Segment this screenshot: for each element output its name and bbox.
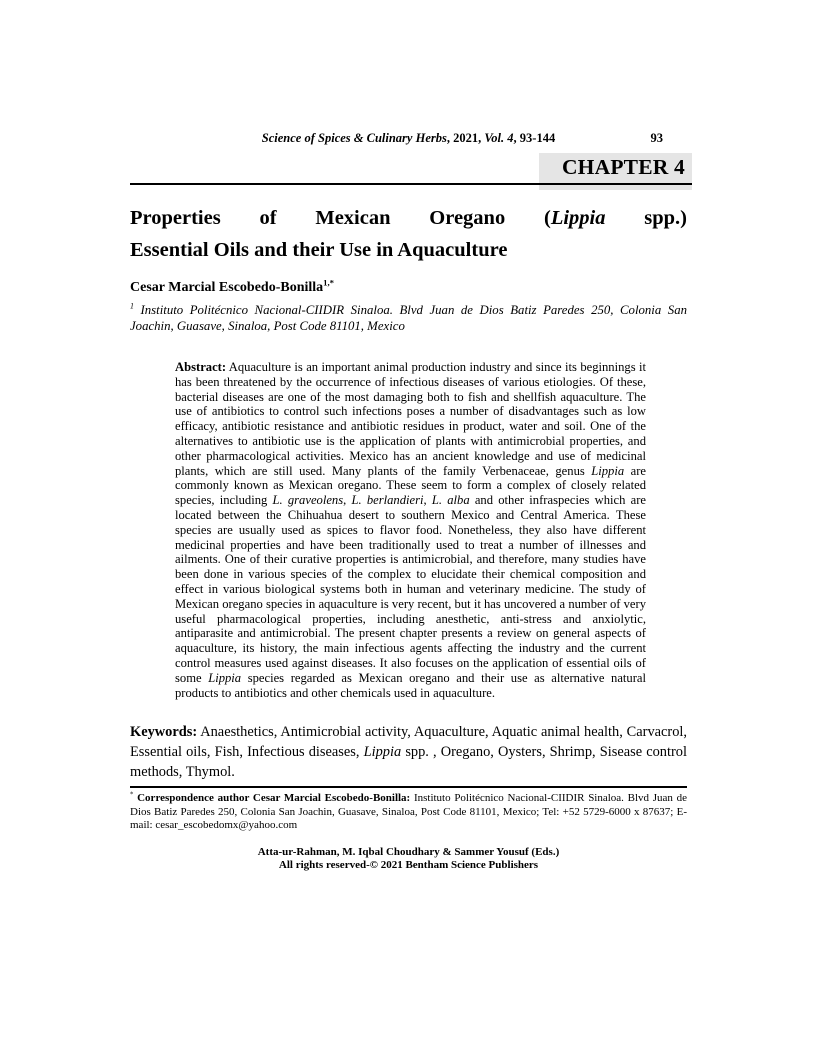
- journal-volume: Vol. 4: [484, 131, 514, 145]
- header-rule: [130, 183, 692, 185]
- chapter-title: [130, 203, 687, 266]
- author-line: [130, 279, 687, 296]
- keywords-genus-italic: Lippia: [363, 744, 402, 761]
- abstract-text: and other infraspecies which are located between the Chihuahua desert to southern Mexico and Central America. These species are usually used as spices to flavor food. Nonetheless, they also have different medicinal properties and have been traditionally used to treat a number of illnesses and ailments. One of their curative properties is antimicrobial, and therefore, many studies have been done in various species of the complex to elucidate their chemical composition and effect in various biological systems both in human and veterinary medicine. The study of Mexican oregano species in aquaculture is very recent, but it has uncovered a number of very useful pharmacological properties, including anesthetic, anti-stress and anxiolytic, antiparasite and antimicrobial. The present chapter presents a review on general aspects of aquaculture, its history, the main infectious agents affecting the industry and the current control measures used against diseases. It also focuses on the application of essential oils of some: [175, 493, 647, 685]
- page-number: 93: [650, 131, 663, 145]
- abstract-species-italic: L. alba: [431, 493, 470, 508]
- title-genus-italic: Lippia: [550, 207, 606, 229]
- rights-line: All rights reserved-© 2021 Bentham Science Publishers: [278, 859, 539, 872]
- journal-year: , 2021,: [446, 131, 485, 145]
- abstract-label: Abstract:: [175, 360, 227, 374]
- author-name: Cesar Marcial Escobedo-Bonilla: [130, 280, 324, 295]
- abstract-text: species regarded as Mexican oregano and their use as alternative natural products to antibiotics and other chemicals used in aquaculture.: [175, 670, 646, 700]
- footnote-lead: Correspondence author Cesar Marcial Escobedo-Bonilla:: [133, 792, 411, 805]
- publisher-imprint: [130, 846, 687, 873]
- affiliation: [130, 302, 687, 334]
- keywords-text-end: spp. , Oregano, Oysters, Shrimp, Sisease control methods, Thymol.: [130, 744, 687, 781]
- title-text-end: spp.): [605, 207, 688, 229]
- chapter-title-line2: Essential Oils and their Use in Aquaculture: [130, 238, 508, 261]
- abstract-text: ,: [423, 493, 432, 508]
- footnote-marker: *: [130, 791, 134, 799]
- affiliation-text: Instituto Politécnico Nacional-CIIDIR Sinaloa. Blvd Juan de Dios Batiz Paredes 250, Colonia San Joachin, Guasave, Sinaloa, Post Code 81101, Mexico: [130, 303, 687, 333]
- page-content: [130, 0, 687, 873]
- chapter-title-line1: [130, 203, 687, 235]
- abstract-text: ,: [343, 493, 352, 508]
- affiliation-superscript: 1: [130, 301, 134, 311]
- journal-citation: [262, 131, 555, 145]
- correspondence-footnote: [130, 792, 687, 833]
- running-header: [130, 131, 687, 146]
- keywords: [130, 722, 687, 782]
- chapter-label: CHAPTER 4: [561, 155, 685, 179]
- footnote-text: Instituto Politécnico Nacional-CIIDIR Sinaloa. Blvd Juan de Dios Batiz Paredes 250, Colonia San Joachin, Guasave, Sinaloa, Post Code 81101, Mexico; Tel: +52 5729-6000 x 87637; E-mail: cesar_escobedomx@yahoo.com: [130, 792, 687, 832]
- title-text: Properties of Mexican Oregano (: [130, 207, 551, 229]
- footnote-rule: [130, 786, 687, 788]
- keywords-label: Keywords:: [130, 724, 198, 741]
- author-superscript: 1,*: [323, 277, 334, 288]
- keywords-text: Anaesthetics, Antimicrobial activity, Aquaculture, Aquatic animal health, Carvacrol, Essential oils, Fish, Infectious diseases,: [130, 724, 687, 761]
- journal-pages: , 93-144: [513, 131, 556, 145]
- chapter-banner: [130, 153, 687, 190]
- abstract-text: Aquaculture is an important animal production industry and since its beginnings it has been threatened by the occurrence of infectious diseases of various etiologies. Of these, bacterial diseases are one of the most damaging both to fish and shellfish aquaculture. The use of antibiotics to control such infections poses a number of disadvantages such as low efficacy, antibiotic resistance and antibiotic residues in product, water and soil. One of the alternatives to antibiotic use is the application of plants with antimicrobial properties, and other pharmacological activities. Mexico has an ancient knowledge and use of medicinal plants, which are still used. Many plants of the family Verbenaceae, genus: [175, 360, 646, 478]
- abstract-text: are commonly known as Mexican oregano. These seem to form a complex of closely related species, including: [175, 463, 646, 508]
- editors-line: Atta-ur-Rahman, M. Iqbal Choudhary & Sammer Yousuf (Eds.): [257, 845, 560, 858]
- abstract-species-italic: L. graveolens: [272, 493, 344, 508]
- abstract-genus-italic: Lippia: [208, 670, 242, 685]
- abstract-genus-italic: Lippia: [591, 463, 625, 478]
- journal-title: Science of Spices & Culinary Herbs: [261, 131, 447, 145]
- abstract-species-italic: L. berlandieri: [351, 493, 424, 508]
- abstract: [175, 360, 646, 700]
